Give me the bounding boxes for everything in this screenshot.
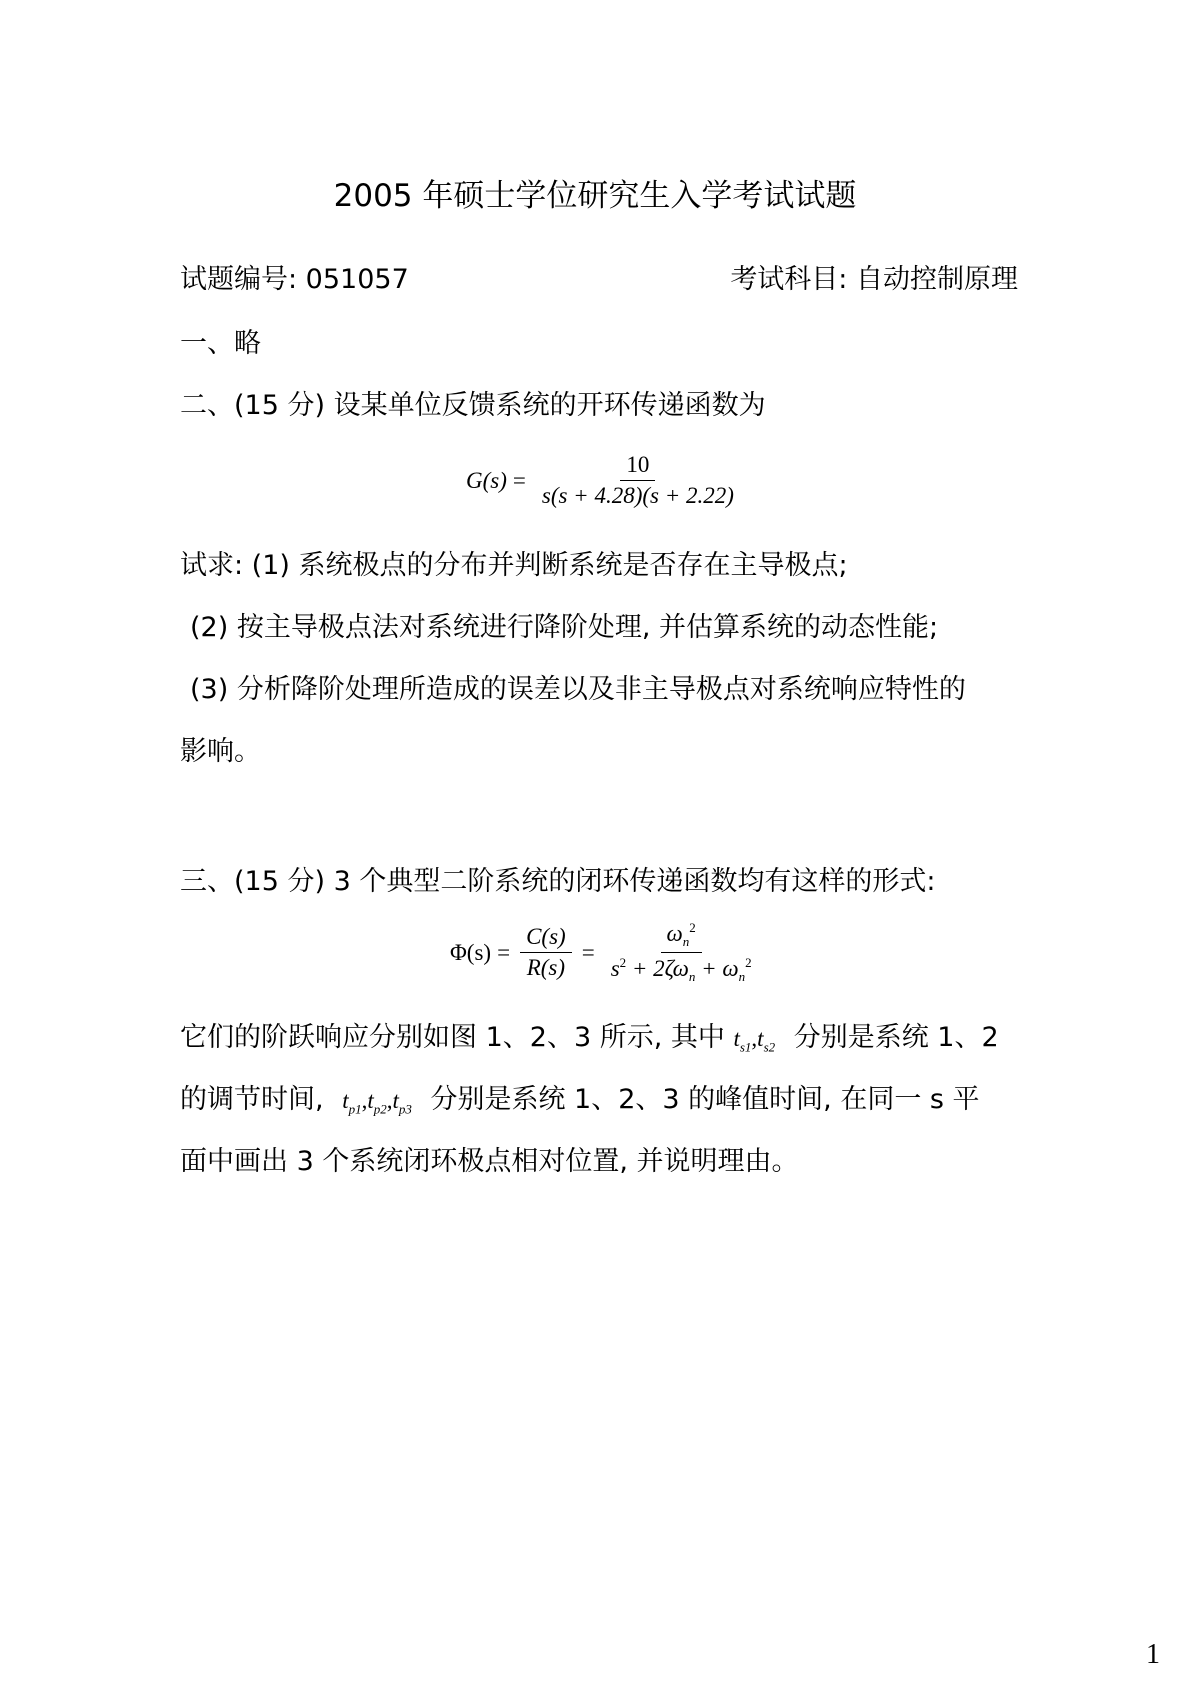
formula-phi-lhs: Φ(s) [450,939,492,965]
formula-r-denominator: R(s) [526,955,566,980]
question-3-body-line-2 [180,1082,980,1128]
formula-numerator: 10 [620,452,655,481]
page-number: 1 [1146,1639,1160,1670]
formula-fraction [536,452,740,509]
exam-code: 试题编号: 051057 [180,264,409,295]
body-text: 它们的阶跃响应分别如图 1、2、3 所示, 其中 [180,1022,725,1053]
question-3-intro: 三、(15 分) 3 个典型二阶系统的闭环传递函数均有这样的形式: [180,866,936,897]
question-2-requirement-2: (2) 按主导极点法对系统进行降阶处理, 并估算系统的动态性能; [190,612,939,643]
body-text: 的调节时间, [180,1084,324,1115]
formula-equals-1: = [497,939,511,965]
formula-c-over-r [520,924,572,981]
formula-equals-2: = [581,939,595,965]
question-2-requirement-3: (3) 分析降阶处理所造成的误差以及非主导极点对系统响应特性的 [190,674,966,705]
question-3-body-line-1 [180,1020,999,1066]
question-2-requirement-3-cont: 影响。 [180,736,261,767]
formula-c-numerator: C(s) [520,924,572,953]
exam-title: 2005 年硕士学位研究生入学考试试题 [333,178,857,214]
body-text: 分别是系统 1、2 [793,1022,999,1053]
peak-time-symbols: $t_{p1},t_{p2},t_{p3}$ [342,1088,412,1117]
formula-closed-loop-transfer [450,920,762,985]
question-1: 一、略 [180,328,261,359]
formula-equals: = [512,467,526,493]
settling-time-symbols: $t_{s1},t_{s2}$ [733,1026,776,1055]
question-3-body-line-3: 面中画出 3 个系统闭环极点相对位置, 并说明理由。 [180,1146,799,1177]
formula-denominator: s(s + 4.28)(s + 2.22) [541,483,734,508]
formula-omega-numerator: $\omega_n^2$ [661,920,702,953]
formula-second-order [605,920,758,985]
formula-characteristic-denominator: $s^2 + 2\zeta\omega_n + \omega_n^2$ [610,955,752,984]
question-2-requirement-1: 试求: (1) 系统极点的分布并判断系统是否存在主导极点; [180,550,848,581]
formula-lhs: G(s) [466,467,507,493]
question-2-intro: 二、(15 分) 设某单位反馈系统的开环传递函数为 [180,390,766,421]
body-text: 分别是系统 1、2、3 的峰值时间, 在同一 s 平 [430,1084,980,1115]
exam-subject: 考试科目: 自动控制原理 [730,264,1018,295]
formula-open-loop-transfer [466,452,744,509]
